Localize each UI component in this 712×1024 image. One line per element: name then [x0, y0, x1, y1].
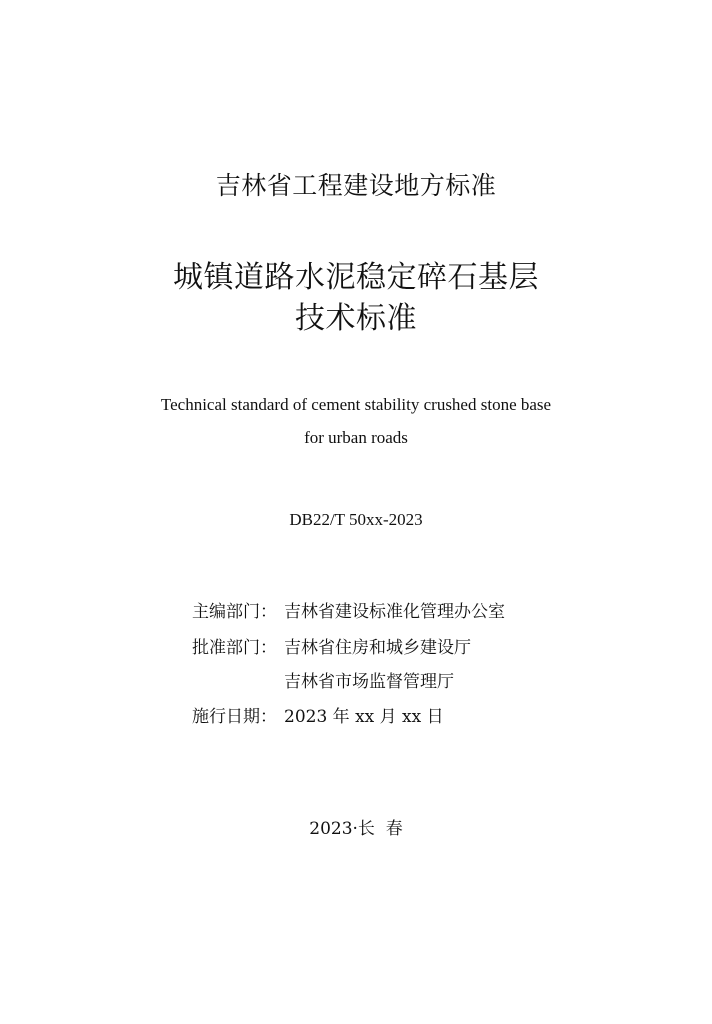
standard-code: DB22/T 50xx-2023: [289, 510, 423, 529]
approver-row-2: [192, 670, 454, 694]
editor-row: [192, 600, 505, 624]
approver-value-2: 吉林省市场监督管理厅: [284, 672, 454, 692]
editor-value: 吉林省建设标准化管理办公室: [284, 602, 505, 622]
effective-date-value: 2023 年 xx 月 xx 日: [284, 707, 444, 727]
english-title-line-1: Technical standard of cement stability crushed stone base: [160, 395, 552, 414]
publication-year-place: 2023·长 春: [309, 819, 403, 839]
document-title-line-2: 技术标准: [295, 301, 417, 336]
series-title: 吉林省工程建设地方标准: [215, 171, 497, 200]
english-title-line-2: for urban roads: [304, 428, 408, 447]
effective-date-row: [192, 705, 444, 729]
document-title-line-1: 城镇道路水泥稳定碎石基层: [173, 260, 539, 295]
approver-row: [192, 636, 471, 660]
approver-label: 批准部门：: [192, 638, 277, 658]
effective-date-label: 施行日期：: [192, 707, 277, 727]
editor-label: 主编部门：: [192, 602, 277, 622]
approver-value-1: 吉林省住房和城乡建设厅: [284, 638, 471, 658]
